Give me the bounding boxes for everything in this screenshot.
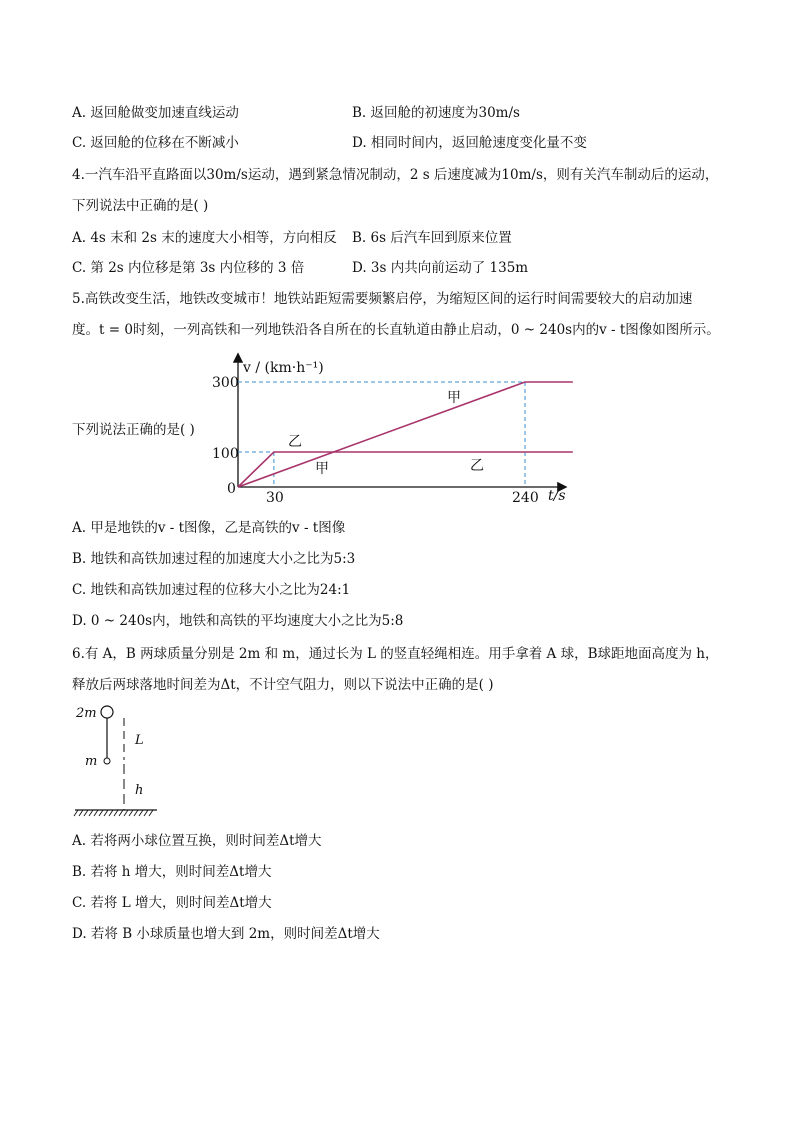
length-label: L — [135, 733, 144, 748]
ball-b — [104, 758, 110, 764]
x-tick-240: 240 — [512, 490, 539, 506]
ground-hatch-mark — [94, 810, 98, 816]
ground-hatch-mark — [109, 810, 113, 816]
series-line-yi — [238, 452, 573, 487]
label-yi-right: 乙 — [470, 458, 484, 474]
ground-hatch-mark — [139, 810, 143, 816]
q4-stem-line2: 下列说法中正确的是( ) — [72, 198, 209, 214]
q3-option-c: C. 返回舱的位移在不断减小 — [72, 135, 239, 151]
q4-option-b: B. 6s 后汽车回到原来位置 — [352, 230, 512, 246]
y-tick-100: 100 — [212, 446, 239, 462]
q5-option-b: B. 地铁和高铁加速过程的加速度大小之比为5:3 — [72, 551, 356, 567]
label-jia-lower: 甲 — [315, 461, 329, 477]
q5-option-a: A. 甲是地铁的v - t图像，乙是高铁的v - t图像 — [72, 520, 346, 536]
ground-hatch-mark — [129, 810, 133, 816]
ground-hatch-mark — [104, 810, 108, 816]
q4-option-d: D. 3s 内共向前运动了 135m — [352, 260, 529, 276]
q4-option-c: C. 第 2s 内位移是第 3s 内位移的 3 倍 — [72, 260, 305, 276]
ground-hatch-mark — [119, 810, 123, 816]
q4-stem-line1: 4.一汽车沿平直路面以30m/s运动，遇到紧急情况制动，2 s 后速度减为10m/s，则有关汽车制动后的运动， — [72, 167, 719, 183]
q6-option-a: A. 若将两小球位置互换，则时间差Δt增大 — [72, 833, 322, 849]
mass-label-top: 2m — [76, 706, 97, 721]
ground-hatch-mark — [144, 810, 148, 816]
q3-option-b: B. 返回舱的初速度为30m/s — [352, 105, 520, 121]
q6-stem-line2: 释放后两球落地时间差为Δt，不计空气阻力，则以下说法中正确的是( ) — [72, 677, 494, 693]
q6-option-c: C. 若将 L 增大，则时间差Δt增大 — [72, 895, 272, 911]
height-label: h — [135, 783, 144, 798]
ground-hatch-mark — [124, 810, 128, 816]
ground-hatch-mark — [84, 810, 88, 816]
mass-label-bottom: m — [85, 754, 98, 769]
label-jia-upper: 甲 — [447, 390, 461, 406]
q5-stem-line1: 5.高铁改变生活，地铁改变城市！地铁站距短需要频繁启停，为缩短区间的运行时间需要较大的启动加速 — [72, 291, 693, 307]
x-tick-30: 30 — [266, 490, 284, 506]
y-tick-300: 300 — [212, 375, 239, 391]
q5-stem-line3: 下列说法正确的是( ) — [72, 422, 195, 438]
ground-hatch-mark — [114, 810, 118, 816]
q5-option-d: D. 0 ~ 240s内，地铁和高铁的平均速度大小之比为5:8 — [72, 613, 404, 629]
q6-stem-line1: 6.有 A，B 两球质量分别是 2m 和 m，通过长为 L 的竖直轻绳相连。用手拿着 A 球，B球距地面高度为 h， — [72, 646, 719, 662]
ball-a — [101, 706, 113, 718]
label-yi-upper: 乙 — [288, 434, 302, 450]
ground-hatch-mark — [99, 810, 103, 816]
series-line-jia — [238, 382, 573, 487]
q5-stem-line2: 度。t = 0时刻，一列高铁和一列地铁沿各自所在的长直轨道由静止启动，0 ~ 240s内的v - t图像如图所示。 — [72, 322, 720, 338]
q3-option-a: A. 返回舱做变加速直线运动 — [72, 105, 239, 121]
ground-hatch-mark — [134, 810, 138, 816]
q4-option-a: A. 4s 末和 2s 末的速度大小相等，方向相反 — [72, 230, 337, 246]
x-axis-label: t/s — [548, 488, 566, 504]
q6-option-b: B. 若将 h 增大，则时间差Δt增大 — [72, 864, 272, 880]
q5-option-c: C. 地铁和高铁加速过程的位移大小之比为24:1 — [72, 582, 351, 598]
q6-option-d: D. 若将 B 小球质量也增大到 2m，则时间差Δt增大 — [72, 926, 380, 942]
q3-option-d: D. 相同时间内，返回舱速度变化量不变 — [352, 135, 587, 151]
ground-hatch-mark — [79, 810, 83, 816]
ground-hatch-mark — [74, 810, 78, 816]
ground-hatch-mark — [89, 810, 93, 816]
y-axis-label: v / (km·h⁻¹) — [243, 360, 324, 376]
y-tick-0: 0 — [227, 481, 236, 497]
ground-hatch-mark — [149, 810, 153, 816]
